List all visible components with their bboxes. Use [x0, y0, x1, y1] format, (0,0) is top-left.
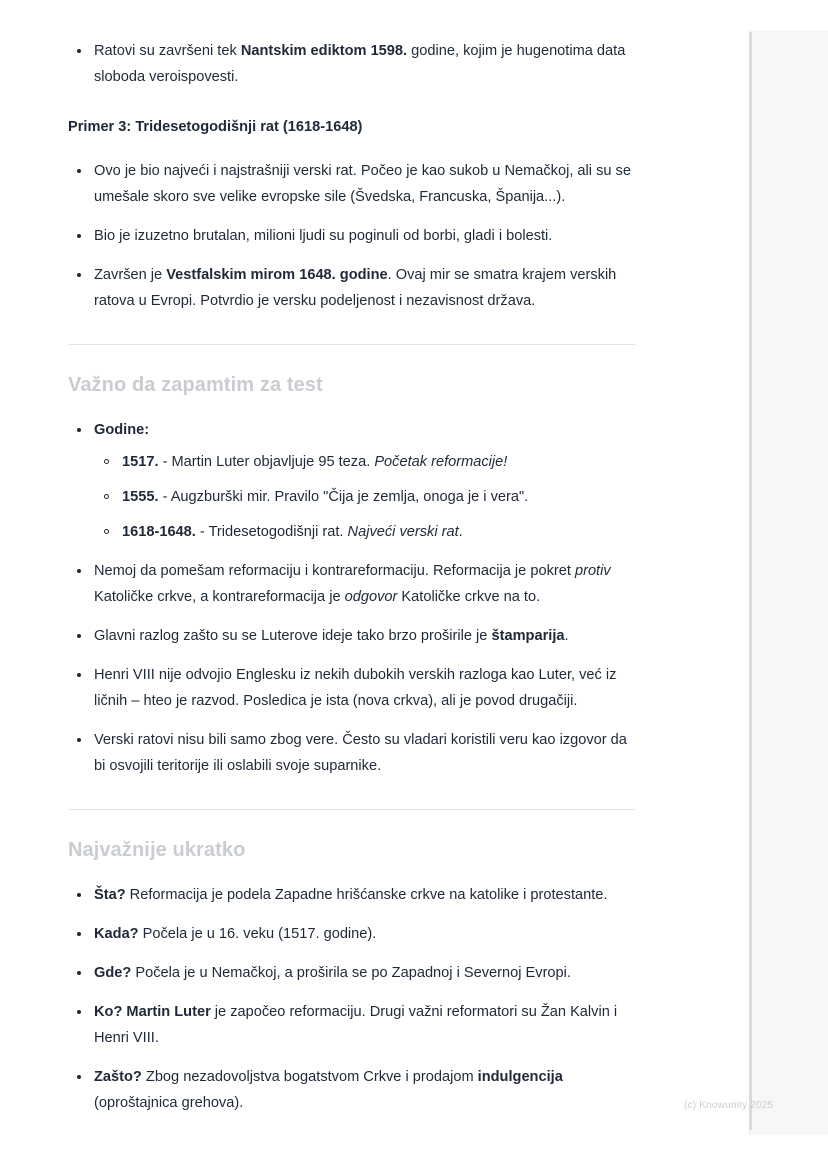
text-run: Počela je u 16. veku (1517. godine). — [138, 926, 377, 942]
list-item — [68, 417, 636, 545]
list-item-text — [94, 267, 616, 309]
bold-text: Gde? — [94, 965, 132, 981]
bold-text: Godine: — [94, 422, 150, 438]
section-bullet-list — [68, 417, 636, 779]
list-item-text — [94, 628, 569, 644]
sub-list-item — [94, 519, 636, 545]
text-run: (oproštajnica grehova). — [94, 1095, 244, 1111]
example-heading: Primer 3: Tridesetogodišnji rat (1618-1648) — [68, 119, 363, 135]
text-run: godine, kojim je hugenotima data sloboda veroispovesti. — [94, 43, 626, 85]
text-run: Glavni razlog zašto su se Luterove ideje tako brzo proširile je — [94, 628, 492, 644]
list-item-text — [94, 563, 611, 605]
sub-list-item — [94, 449, 636, 475]
text-run: . — [458, 524, 463, 540]
bold-text: indulgencija — [477, 1069, 563, 1085]
text-run: . Ovaj mir se smatra krajem verskih ratova u Evropi. Potvrdio je versku podeljenost i nezavisnost država. — [94, 267, 617, 309]
section-title: Najvažnije ukratko — [68, 839, 246, 861]
list-item-text — [94, 887, 607, 903]
example-bullet-list — [68, 158, 636, 314]
text-run: Nemoj da pomešam reformaciju i kontrareformaciju. Reformacija je pokret — [94, 563, 575, 579]
italic-text: Najveći verski rat — [347, 524, 459, 540]
bold-text: Zašto? — [94, 1069, 142, 1085]
text-run: Završen je — [94, 267, 167, 283]
list-item-text — [94, 1004, 617, 1046]
section-divider — [68, 809, 636, 810]
text-run: Verski ratovi nisu bili samo zbog vere. Često su vladari koristili veru kao izgovor da bi osvojili teritorije ili oslabili svoje suparnike. — [94, 732, 627, 774]
list-item-text — [94, 965, 571, 981]
list-item-text — [94, 926, 376, 942]
text-run: Ratovi su završeni tek — [94, 43, 241, 59]
text-run: Henri VIII nije odvojio Englesku iz nekih dubokih verskih razloga kao Luter, već iz ličnih – hteo je razvod. Posledica je ista (nova crkva), ali je povod drugačiji. — [94, 667, 617, 709]
text-run: Počela je u Nemačkoj, a proširila se po Zapadnoj i Severnoj Evropi. — [131, 965, 571, 981]
list-item-text — [94, 422, 149, 438]
list-item — [68, 623, 636, 649]
text-run: Ovo je bio najveći i najstrašniji verski rat. Počeo je kao sukob u Nemačkoj, ali su se umešale skoro sve velike evropske sile (Švedska, Francuska, Španija...). — [94, 163, 631, 205]
text-run: Katoličke crkve, a kontrareformacija je — [94, 589, 345, 605]
bold-text: Nantskim ediktom 1598. — [240, 43, 408, 59]
text-run: . — [564, 628, 569, 644]
document-content — [68, 30, 636, 1129]
bold-text: Ko? Martin Luter — [94, 1004, 211, 1020]
text-run: Zbog nezadovoljstva bogatstvom Crkve i prodajom — [141, 1069, 478, 1085]
list-item-text — [94, 732, 627, 774]
text-run: Bio je izuzetno brutalan, milioni ljudi su poginuli od borbi, gladi i bolesti. — [94, 228, 553, 244]
list-item — [68, 960, 636, 986]
list-item-text — [94, 43, 625, 85]
italic-text: odgovor — [344, 589, 398, 605]
top-bullet-list — [68, 38, 636, 90]
sub-list-item — [94, 484, 636, 510]
section-divider — [68, 344, 636, 345]
bold-text: 1618-1648. — [122, 524, 196, 540]
text-run: - Martin Luter objavljuje 95 teza. — [158, 454, 375, 470]
bold-text: Kada? — [94, 926, 139, 942]
list-item — [68, 223, 636, 249]
list-item-text — [94, 163, 631, 205]
italic-text: protiv — [574, 563, 611, 579]
list-item — [68, 558, 636, 610]
bold-text: štamparija — [491, 628, 565, 644]
text-run: je započeo reformaciju. Drugi važni reformatori su Žan Kalvin i Henri VIII. — [94, 1004, 618, 1046]
list-item-text — [94, 228, 552, 244]
scrollbar-track[interactable] — [749, 30, 828, 1135]
bold-text: Šta? — [94, 887, 126, 903]
list-item — [68, 662, 636, 714]
list-item — [68, 727, 636, 779]
section-bullet-list — [68, 882, 636, 1116]
italic-text: Početak reformacije! — [374, 454, 508, 470]
bold-text: Vestfalskim mirom 1648. godine — [166, 267, 388, 283]
section-title: Važno da zapamtim za test — [68, 374, 323, 396]
list-item — [68, 158, 636, 210]
text-run: Reformacija je podela Zapadne hrišćanske crkve na katolike i protestante. — [125, 887, 608, 903]
bold-text: 1555. — [122, 489, 159, 505]
text-run: - Tridesetogodišnji rat. — [195, 524, 348, 540]
list-item — [68, 921, 636, 947]
text-run: - Augzburški mir. Pravilo "Čija je zemlja, onoga je i vera". — [158, 489, 529, 505]
sections-container — [68, 344, 636, 1116]
list-item — [68, 999, 636, 1051]
list-item — [68, 882, 636, 908]
list-item — [68, 38, 636, 90]
sub-list — [94, 449, 636, 545]
list-item — [68, 1064, 636, 1116]
bold-text: 1517. — [122, 454, 159, 470]
list-item — [68, 262, 636, 314]
scrollbar-thumb[interactable] — [749, 32, 752, 1130]
watermark: (c) Knowunity 2025 — [684, 1100, 774, 1111]
list-item-text — [94, 1069, 563, 1111]
text-run: Katoličke crkve na to. — [397, 589, 541, 605]
list-item-text — [94, 667, 616, 709]
